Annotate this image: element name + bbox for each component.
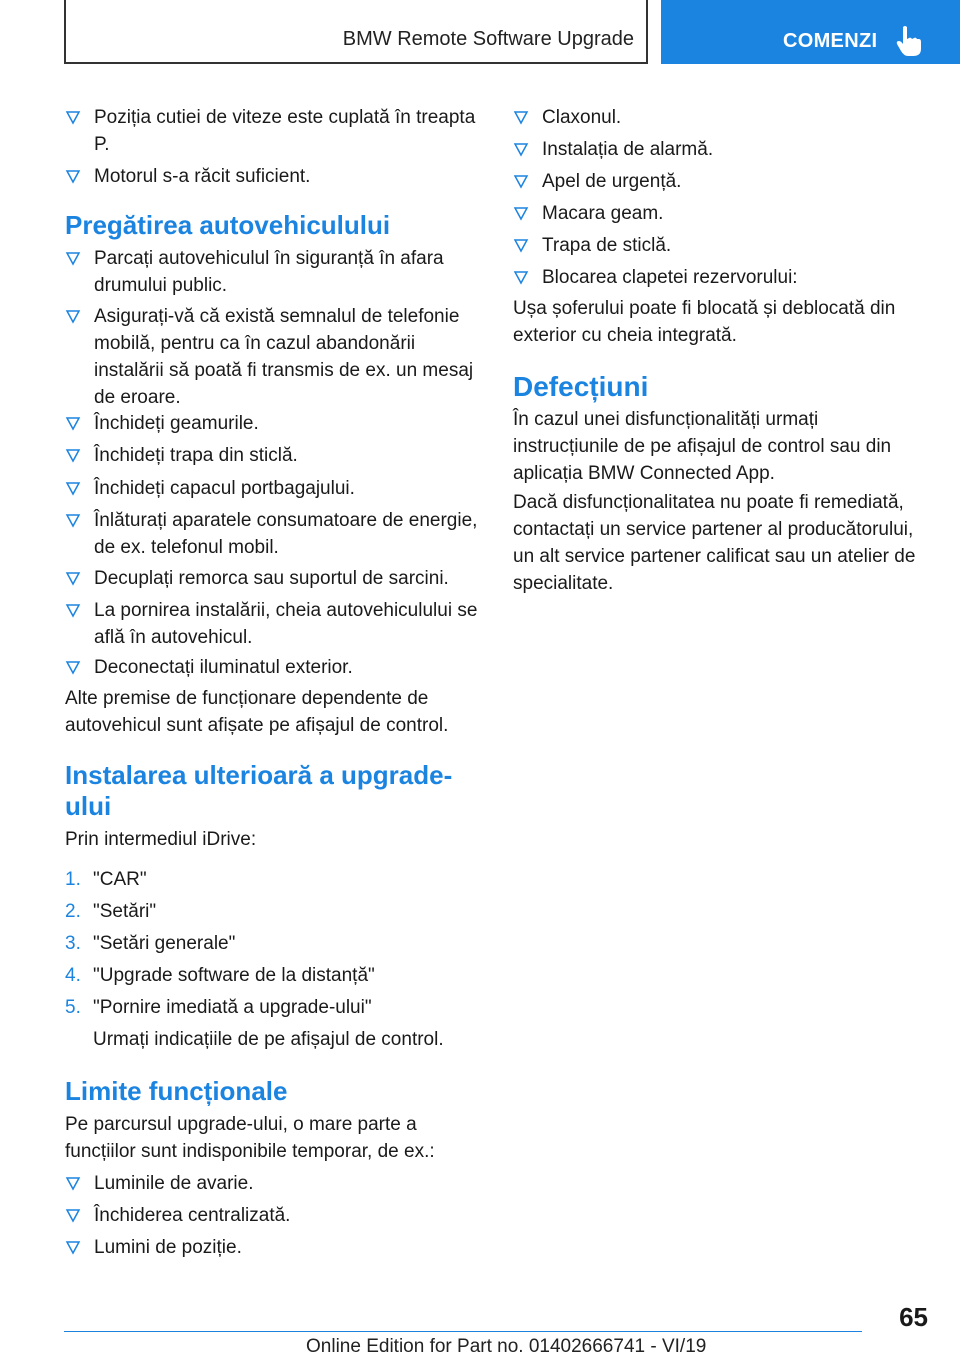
triangle-bullet-icon: [65, 1207, 81, 1223]
tab-label: COMENZI: [783, 30, 878, 52]
triangle-bullet-icon: [65, 415, 81, 431]
triangle-bullet-icon: [513, 109, 529, 125]
triangle-bullet-icon: [513, 237, 529, 253]
triangle-bullet-icon: [65, 168, 81, 184]
section-heading: Pregătirea autovehiculului: [65, 210, 391, 240]
section-heading: Limite funcționale: [65, 1076, 288, 1106]
pointing-hand-icon: [895, 25, 923, 57]
header-title: BMW Remote Software Upgrade: [342, 28, 634, 50]
triangle-bullet-icon: [65, 1175, 81, 1191]
tab-comenzi[interactable]: [661, 0, 960, 64]
triangle-bullet-icon: [513, 269, 529, 285]
section-heading: Defecțiuni: [513, 371, 649, 402]
paragraph: În cazul unei disfuncționalități urmați instrucțiunile de pe afișajul de control sau din aplicația BMW Connected App.: [513, 409, 892, 484]
footer-divider: [64, 1331, 862, 1332]
triangle-bullet-icon: [65, 308, 81, 324]
triangle-bullet-icon: [65, 109, 81, 125]
triangle-bullet-icon: [65, 659, 81, 675]
paragraph: Dacă disfuncționalitatea nu poate fi remediată, contactați un service partener al producătorului, un alt service partener calificat sau un atelier de specialitate.: [513, 492, 916, 594]
paragraph: Urmați indicațiile de pe afișajul de control.: [93, 1029, 444, 1050]
triangle-bullet-icon: [65, 602, 81, 618]
triangle-bullet-icon: [65, 447, 81, 463]
page-number: 65: [899, 1302, 928, 1332]
triangle-bullet-icon: [65, 512, 81, 528]
paragraph: Pe parcursul upgrade-ului, o mare parte a funcțiilor sunt indisponibile temporar, de ex.:: [65, 1114, 435, 1162]
paragraph: Prin intermediul iDrive:: [65, 829, 257, 850]
header-bar: [64, 0, 648, 64]
triangle-bullet-icon: [65, 570, 81, 586]
footer-edition: Online Edition for Part no. 01402666741 - VI/19: [306, 1336, 707, 1357]
paragraph: Ușa șoferului poate fi blocată și deblocată din exterior cu cheia integrată.: [513, 298, 896, 346]
section-heading: Instalarea ulterioară a upgrade-ului: [65, 760, 453, 821]
triangle-bullet-icon: [65, 250, 81, 266]
triangle-bullet-icon: [65, 1239, 81, 1255]
triangle-bullet-icon: [65, 480, 81, 496]
triangle-bullet-icon: [513, 173, 529, 189]
triangle-bullet-icon: [513, 205, 529, 221]
paragraph: Alte premise de funcționare dependente de autovehicul sunt afișate pe afișajul de control.: [65, 688, 449, 736]
triangle-bullet-icon: [513, 141, 529, 157]
